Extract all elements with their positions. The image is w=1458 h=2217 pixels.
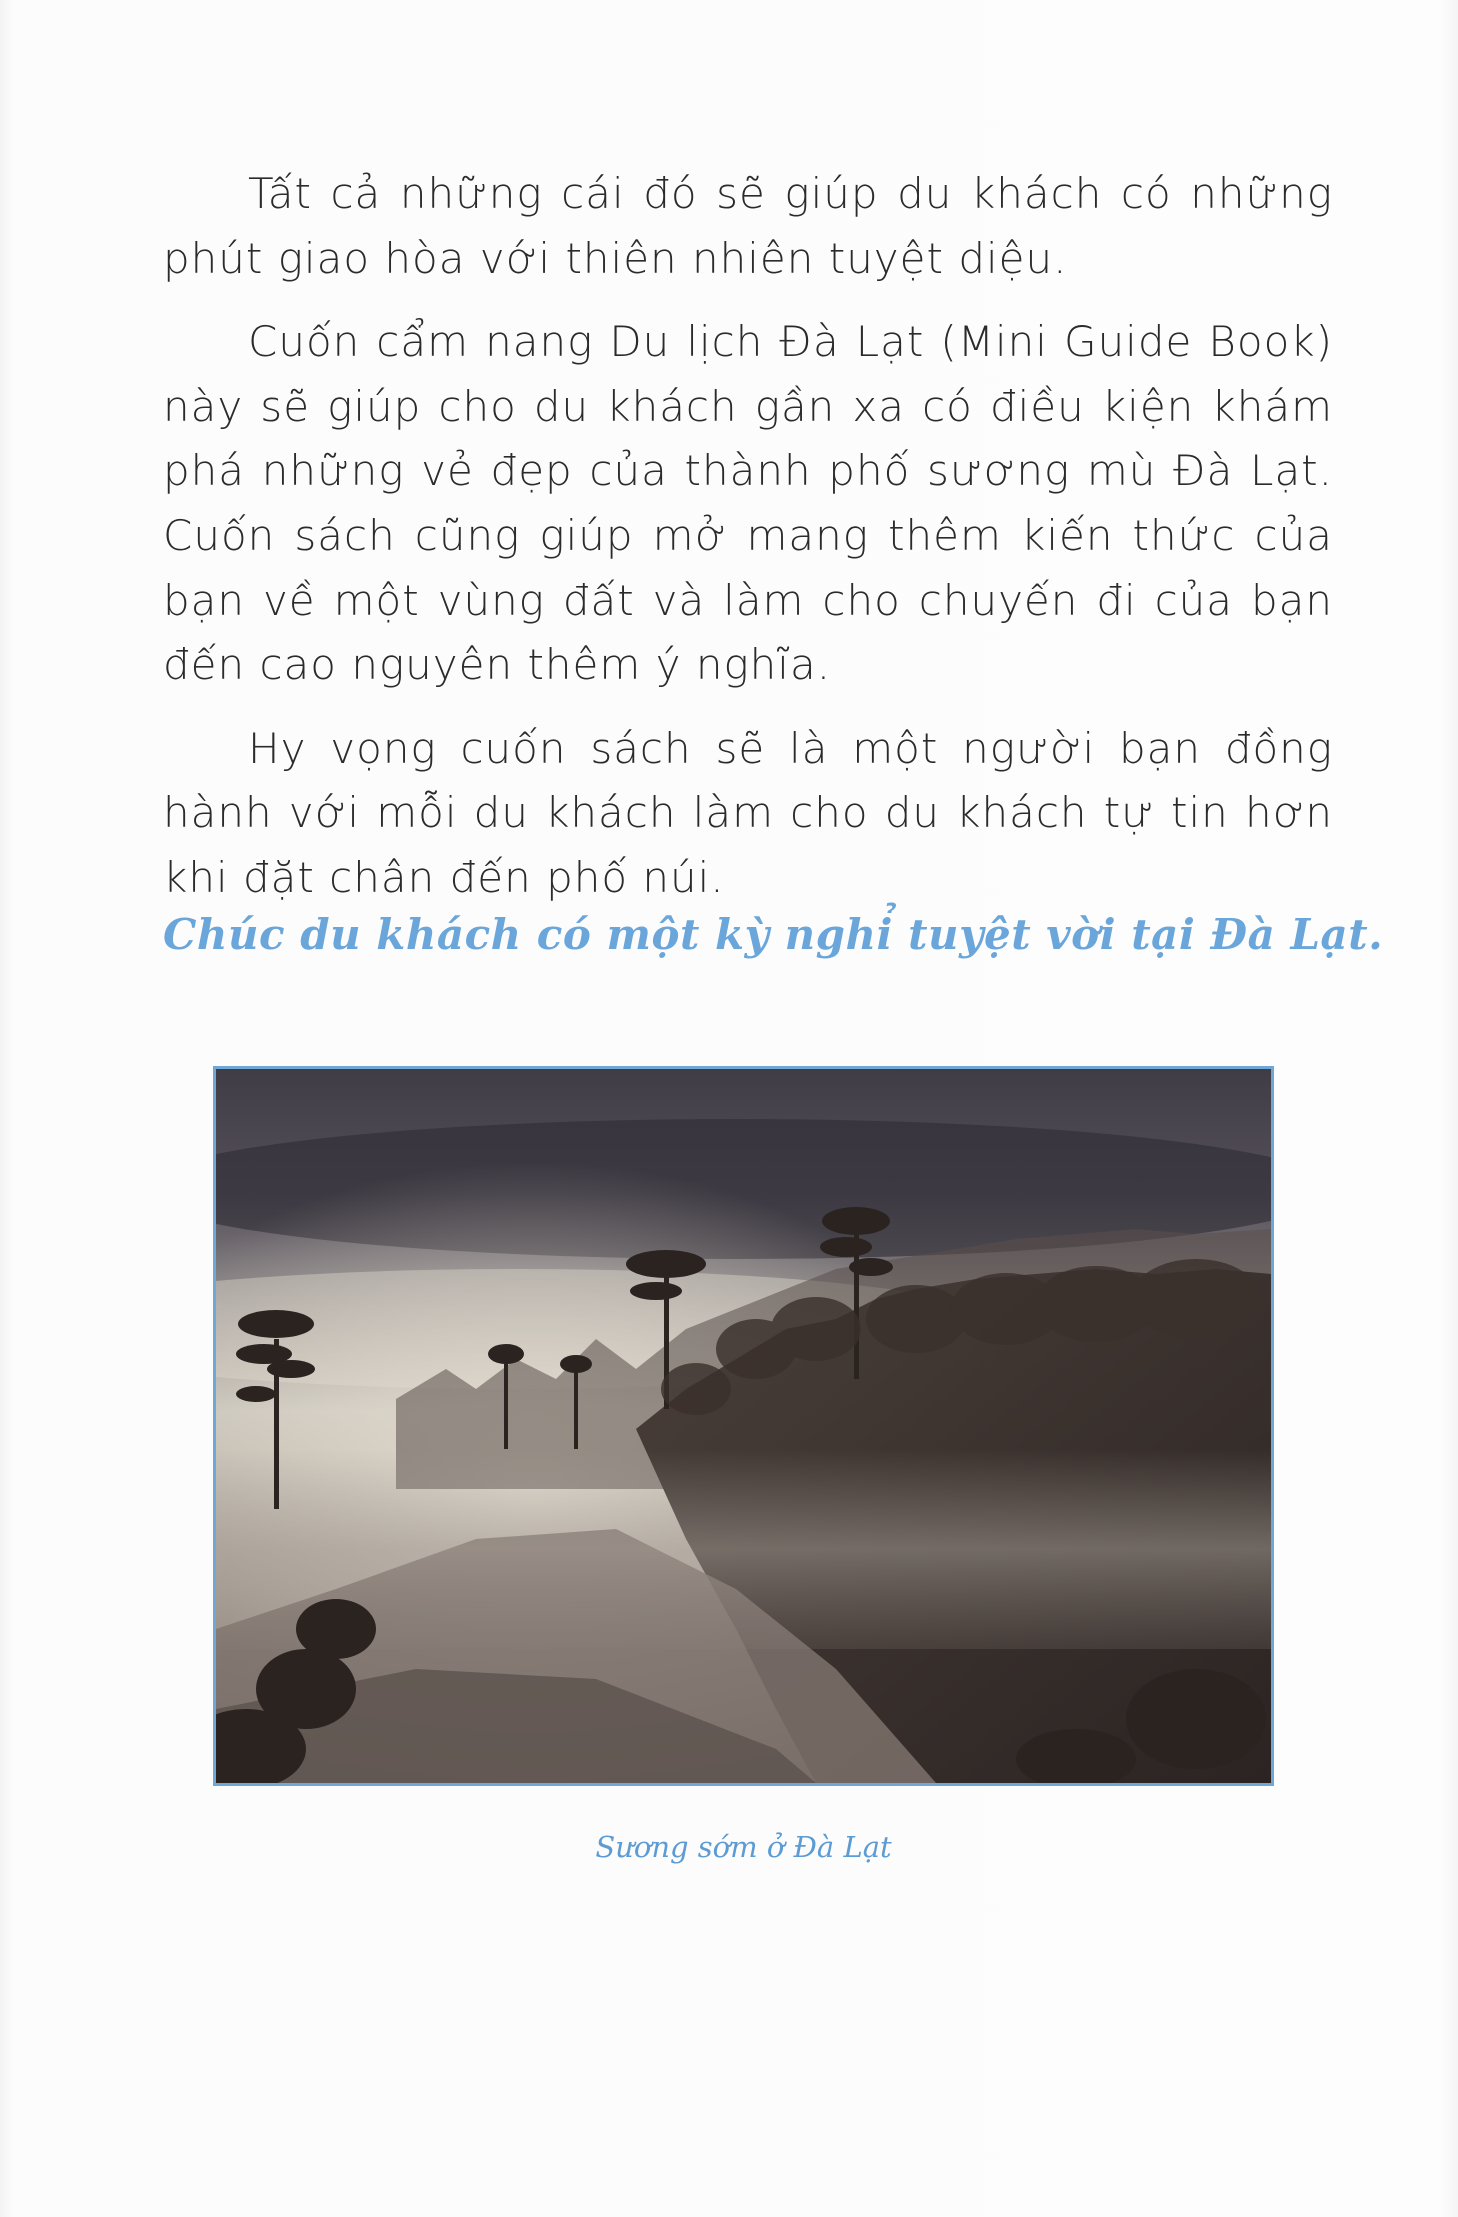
paragraph-1: Tất cả những cái đó sẽ giúp du khách có những phút giao hòa với thiên nhiên tuyệt diệu. (163, 169, 1333, 283)
closing-wish: Chúc du khách có một kỳ nghỉ tuyệt vời tại Đà Lạt. (163, 910, 1384, 959)
paragraph-3: Hy vọng cuốn sách sẽ là một người bạn đồng hành với mỗi du khách làm cho du khách tự tin hơn khi đặt chân đến phố núi. (163, 723, 1333, 902)
photo-caption: Sương sớm ở Đà Lạt (595, 1830, 892, 1864)
body-text (163, 162, 1333, 930)
misty-forest-photo (213, 1066, 1274, 1786)
photo-image (216, 1069, 1271, 1783)
paragraph-2: Cuốn cẩm nang Du lịch Đà Lạt (Mini Guide Book) này sẽ giúp cho du khách gần xa có điều kiện khám phá những vẻ đẹp của thành phố sương mù Đà Lạt. Cuốn sách cũng giúp mở mang thêm kiến thức của bạn về một vùng đất và làm cho chuyến đi của bạn đến cao nguyên thêm ý nghĩa. (163, 317, 1333, 690)
